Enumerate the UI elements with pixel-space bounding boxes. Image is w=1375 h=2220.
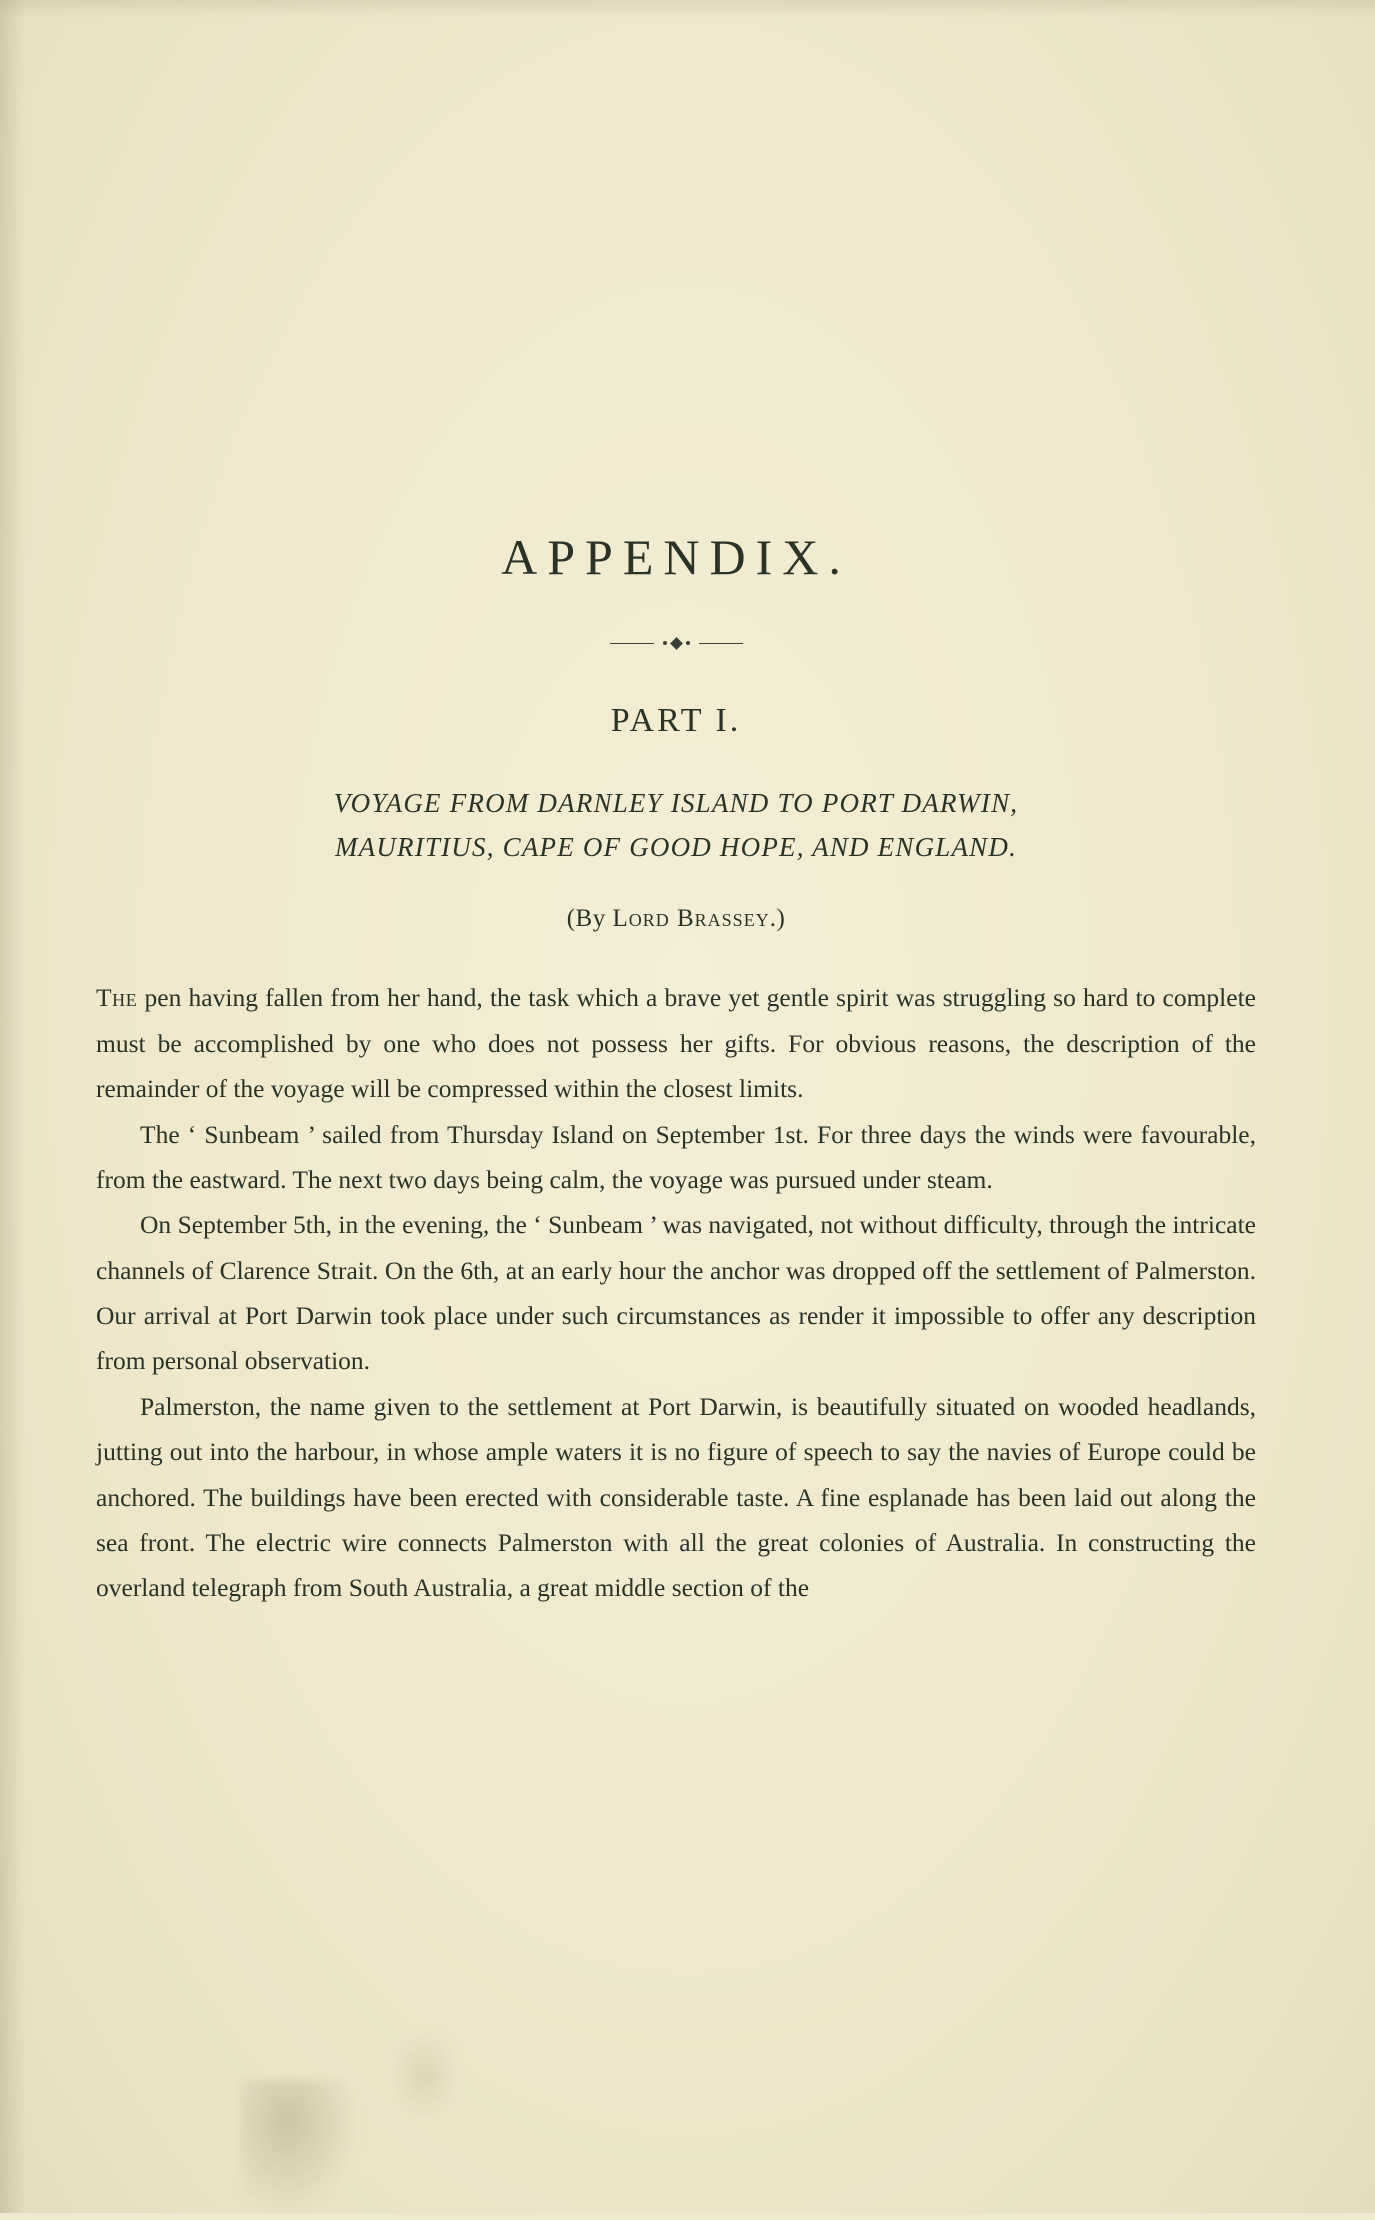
byline	[96, 905, 1256, 933]
paragraph-3: On September 5th, in the evening, the ‘ Sunbeam ’ was navigated, not without difficulty, through the intricate channels of Clarence Strait. On the 6th, at an early hour the anchor was dropped off the settlement of Palmerston. Our arrival at Port Darwin took place under such circumstances as render it impossible to offer any description from personal observation.	[96, 1210, 1256, 1376]
section-subtitle	[96, 782, 1256, 869]
ornament-rule-left	[610, 643, 654, 644]
paragraph-1-lead: The	[96, 983, 138, 1013]
page-content	[96, 0, 1256, 1611]
byline-prefix: (By	[566, 905, 613, 933]
ornament-divider	[96, 634, 1256, 654]
paragraph-1	[96, 975, 1256, 1111]
ornament-dot-right	[686, 641, 690, 645]
paragraph-4: Palmerston, the name given to the settlement at Port Darwin, is beautifully situated on wooded headlands, jutting out into the harbour, in whose ample waters it is no figure of speech to say the navies of Europe could be anchored. The buildings have been erected with considerable taste. A fine esplanade has been laid out along the sea front. The electric wire connects Palmerston with all the great colonies of Australia. In constructing the overland telegraph from South Australia, a great middle section of the	[96, 1391, 1256, 1603]
paragraph-1-text: pen having fallen from her hand, the task which a brave yet gentle spirit was struggling so hard to complete must be accomplished by one who does not possess her gifts. For obvious reasons, the description of the remainder of the voyage will be compressed within the closest limits.	[96, 983, 1256, 1104]
ornament-diamond-icon	[670, 637, 683, 650]
body-text	[96, 975, 1256, 1610]
paragraph-2: The ‘ Sunbeam ’ sailed from Thursday Island on September 1st. For three days the winds were favourable, from the eastward. The next two days being calm, the voyage was pursued under steam.	[96, 1119, 1256, 1194]
byline-author: Lord Brassey	[612, 905, 770, 933]
part-heading: PART I.	[610, 702, 742, 739]
subtitle-line-2: MAURITIUS, CAPE OF GOOD HOPE, AND ENGLAND.	[334, 831, 1018, 862]
subtitle-line-1: VOYAGE FROM DARNLEY ISLAND TO PORT DARWIN,	[333, 788, 1019, 818]
byline-suffix: .)	[769, 905, 786, 933]
ornament-rule-right	[699, 643, 743, 644]
ornament-dot-left	[663, 641, 667, 645]
page-title: APPENDIX.	[501, 529, 851, 585]
